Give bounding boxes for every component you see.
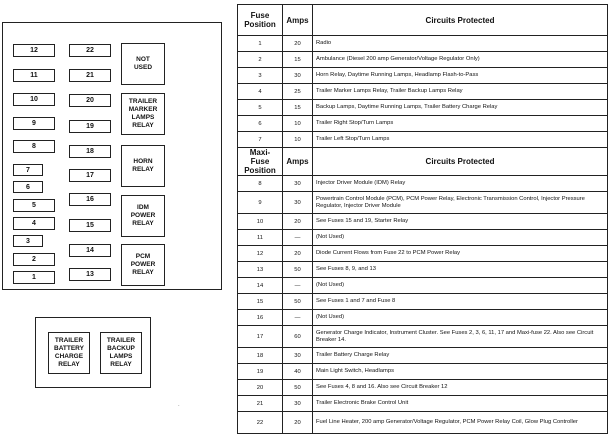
fuse-13: 13 <box>69 268 111 281</box>
table-row <box>238 100 608 116</box>
fuse-21: 21 <box>69 69 111 82</box>
cell-amps: 50 <box>283 294 313 310</box>
table-row <box>238 396 608 412</box>
cell-circuits: Trailer Left Stop/Turn Lamps <box>313 132 608 148</box>
cell-circuits: Powertrain Control Module (PCM), PCM Power Relay, Electronic Transmission Control, Injector Pressure Regulator, Injector Driver Module <box>313 192 608 214</box>
cell-position: 22 <box>238 412 283 434</box>
cell-position: 6 <box>238 116 283 132</box>
table-row <box>238 116 608 132</box>
fuse-7: 7 <box>13 164 43 176</box>
header-circuits-protected: Circuits Protected <box>313 148 608 176</box>
trailer-relay-panel <box>35 317 151 388</box>
fuse-19: 19 <box>69 120 111 133</box>
cell-amps: 30 <box>283 348 313 364</box>
cell-amps: 40 <box>283 364 313 380</box>
cell-circuits: Trailer Battery Charge Relay <box>313 348 608 364</box>
table-row <box>238 412 608 434</box>
cell-position: 16 <box>238 310 283 326</box>
fuse-9: 9 <box>13 117 55 130</box>
table-row <box>238 278 608 294</box>
cell-circuits: Trailer Right Stop/Turn Lamps <box>313 116 608 132</box>
cell-circuits: Fuel Line Heater, 200 amp Generator/Voltage Regulator, PCM Power Relay Coil, Glow Plug Controller <box>313 412 608 434</box>
table-row <box>238 364 608 380</box>
relay-idm-power: IDM POWER RELAY <box>121 195 165 237</box>
table-row <box>238 294 608 310</box>
fuse-11: 11 <box>13 69 55 82</box>
cell-amps: 50 <box>283 262 313 278</box>
table-row <box>238 176 608 192</box>
relay-trailer-backup-lamps: TRAILER BACKUP LAMPS RELAY <box>100 332 142 374</box>
fuse-12: 12 <box>13 44 55 57</box>
table-row <box>238 214 608 230</box>
relay-pcm-power: PCM POWER RELAY <box>121 244 165 286</box>
cell-amps: 50 <box>283 380 313 396</box>
header-fuse-position: Fuse Position <box>238 5 283 36</box>
cell-position: 3 <box>238 68 283 84</box>
fuse-panel-diagram <box>2 22 222 290</box>
fuse-6: 6 <box>13 181 43 193</box>
fuse-3: 3 <box>13 235 43 247</box>
table-row <box>238 380 608 396</box>
cell-position: 14 <box>238 278 283 294</box>
table-row <box>238 84 608 100</box>
cell-position: 15 <box>238 294 283 310</box>
circuits-table <box>237 4 608 434</box>
table-row <box>238 348 608 364</box>
cell-circuits: (Not Used) <box>313 230 608 246</box>
fuse-20: 20 <box>69 94 111 107</box>
cell-amps: 20 <box>283 36 313 52</box>
cell-position: 9 <box>238 192 283 214</box>
relay-trailer-marker-lamps: TRAILER MARKER LAMPS RELAY <box>121 93 165 135</box>
cell-amps: 10 <box>283 132 313 148</box>
fuse-15: 15 <box>69 219 111 232</box>
fuse-5: 5 <box>13 199 55 212</box>
cell-amps: 30 <box>283 176 313 192</box>
cell-position: 8 <box>238 176 283 192</box>
fuse-17: 17 <box>69 169 111 182</box>
cell-amps: 60 <box>283 326 313 348</box>
cell-position: 18 <box>238 348 283 364</box>
fuse-22: 22 <box>69 44 111 57</box>
header-maxi-fuse-position: Maxi-Fuse Position <box>238 148 283 176</box>
cell-position: 5 <box>238 100 283 116</box>
table-row <box>238 246 608 262</box>
table-row <box>238 68 608 84</box>
cell-circuits: Diode Current Flows from Fuse 22 to PCM Power Relay <box>313 246 608 262</box>
cell-circuits: Backup Lamps, Daytime Running Lamps, Trailer Battery Charge Relay <box>313 100 608 116</box>
cell-amps: 20 <box>283 246 313 262</box>
header-amps: Amps <box>283 5 313 36</box>
cell-position: 1 <box>238 36 283 52</box>
cell-amps: — <box>283 310 313 326</box>
cell-position: 7 <box>238 132 283 148</box>
cell-circuits: See Fuses 4, 8 and 16. Also see Circuit Breaker 12 <box>313 380 608 396</box>
cell-circuits: See Fuses 1 and 7 and Fuse 8 <box>313 294 608 310</box>
cell-amps: — <box>283 230 313 246</box>
cell-position: 17 <box>238 326 283 348</box>
table-row <box>238 36 608 52</box>
cell-circuits: Radio <box>313 36 608 52</box>
cell-position: 11 <box>238 230 283 246</box>
cell-position: 19 <box>238 364 283 380</box>
fuse-8: 8 <box>13 140 55 153</box>
table-row <box>238 132 608 148</box>
fuse-18: 18 <box>69 145 111 158</box>
cell-circuits: Generator Charge Indicator, Instrument Cluster. See Fuses 2, 3, 6, 11, 17 and Maxi-fuse 22. Also see Circuit Breaker 14. <box>313 326 608 348</box>
table-header-row <box>238 5 608 36</box>
fuse-14: 14 <box>69 244 111 257</box>
cell-amps: 15 <box>283 52 313 68</box>
cell-circuits: See Fuses 15 and 19, Starter Relay <box>313 214 608 230</box>
fuse-10: 10 <box>13 93 55 106</box>
fuse-4: 4 <box>13 217 55 230</box>
cell-amps: 20 <box>283 412 313 434</box>
table-row <box>238 310 608 326</box>
table-row <box>238 52 608 68</box>
relay-not-used: NOT USED <box>121 43 165 85</box>
page-mark: . <box>178 402 180 408</box>
cell-position: 12 <box>238 246 283 262</box>
cell-amps: 25 <box>283 84 313 100</box>
cell-circuits: See Fuses 8, 9, and 13 <box>313 262 608 278</box>
cell-circuits: Trailer Electronic Brake Control Unit <box>313 396 608 412</box>
cell-position: 10 <box>238 214 283 230</box>
table-row <box>238 262 608 278</box>
cell-circuits: Horn Relay, Daytime Running Lamps, Headlamp Flash-to-Pass <box>313 68 608 84</box>
cell-circuits: Main Light Switch, Headlamps <box>313 364 608 380</box>
cell-position: 2 <box>238 52 283 68</box>
cell-amps: 30 <box>283 396 313 412</box>
header-amps: Amps <box>283 148 313 176</box>
fuse-2: 2 <box>13 253 55 266</box>
cell-amps: 15 <box>283 100 313 116</box>
cell-amps: 30 <box>283 68 313 84</box>
circuits-table-container <box>237 4 607 426</box>
cell-amps: 10 <box>283 116 313 132</box>
cell-amps: — <box>283 278 313 294</box>
cell-amps: 20 <box>283 214 313 230</box>
cell-circuits: Ambulance (Diesel 200 amp Generator/Voltage Regulator Only) <box>313 52 608 68</box>
table-row <box>238 326 608 348</box>
table-maxi-header-row <box>238 148 608 176</box>
relay-trailer-battery-charge: TRAILER BATTERY CHARGE RELAY <box>48 332 90 374</box>
cell-position: 21 <box>238 396 283 412</box>
cell-circuits: (Not Used) <box>313 278 608 294</box>
cell-position: 4 <box>238 84 283 100</box>
header-circuits-protected: Circuits Protected <box>313 5 608 36</box>
cell-position: 13 <box>238 262 283 278</box>
cell-position: 20 <box>238 380 283 396</box>
fuse-1: 1 <box>13 271 55 284</box>
cell-circuits: (Not Used) <box>313 310 608 326</box>
cell-circuits: Trailer Marker Lamps Relay, Trailer Backup Lamps Relay <box>313 84 608 100</box>
fuse-16: 16 <box>69 193 111 206</box>
table-row <box>238 192 608 214</box>
table-row <box>238 230 608 246</box>
relay-horn: HORN RELAY <box>121 145 165 187</box>
cell-amps: 30 <box>283 192 313 214</box>
cell-circuits: Injector Driver Module (IDM) Relay <box>313 176 608 192</box>
